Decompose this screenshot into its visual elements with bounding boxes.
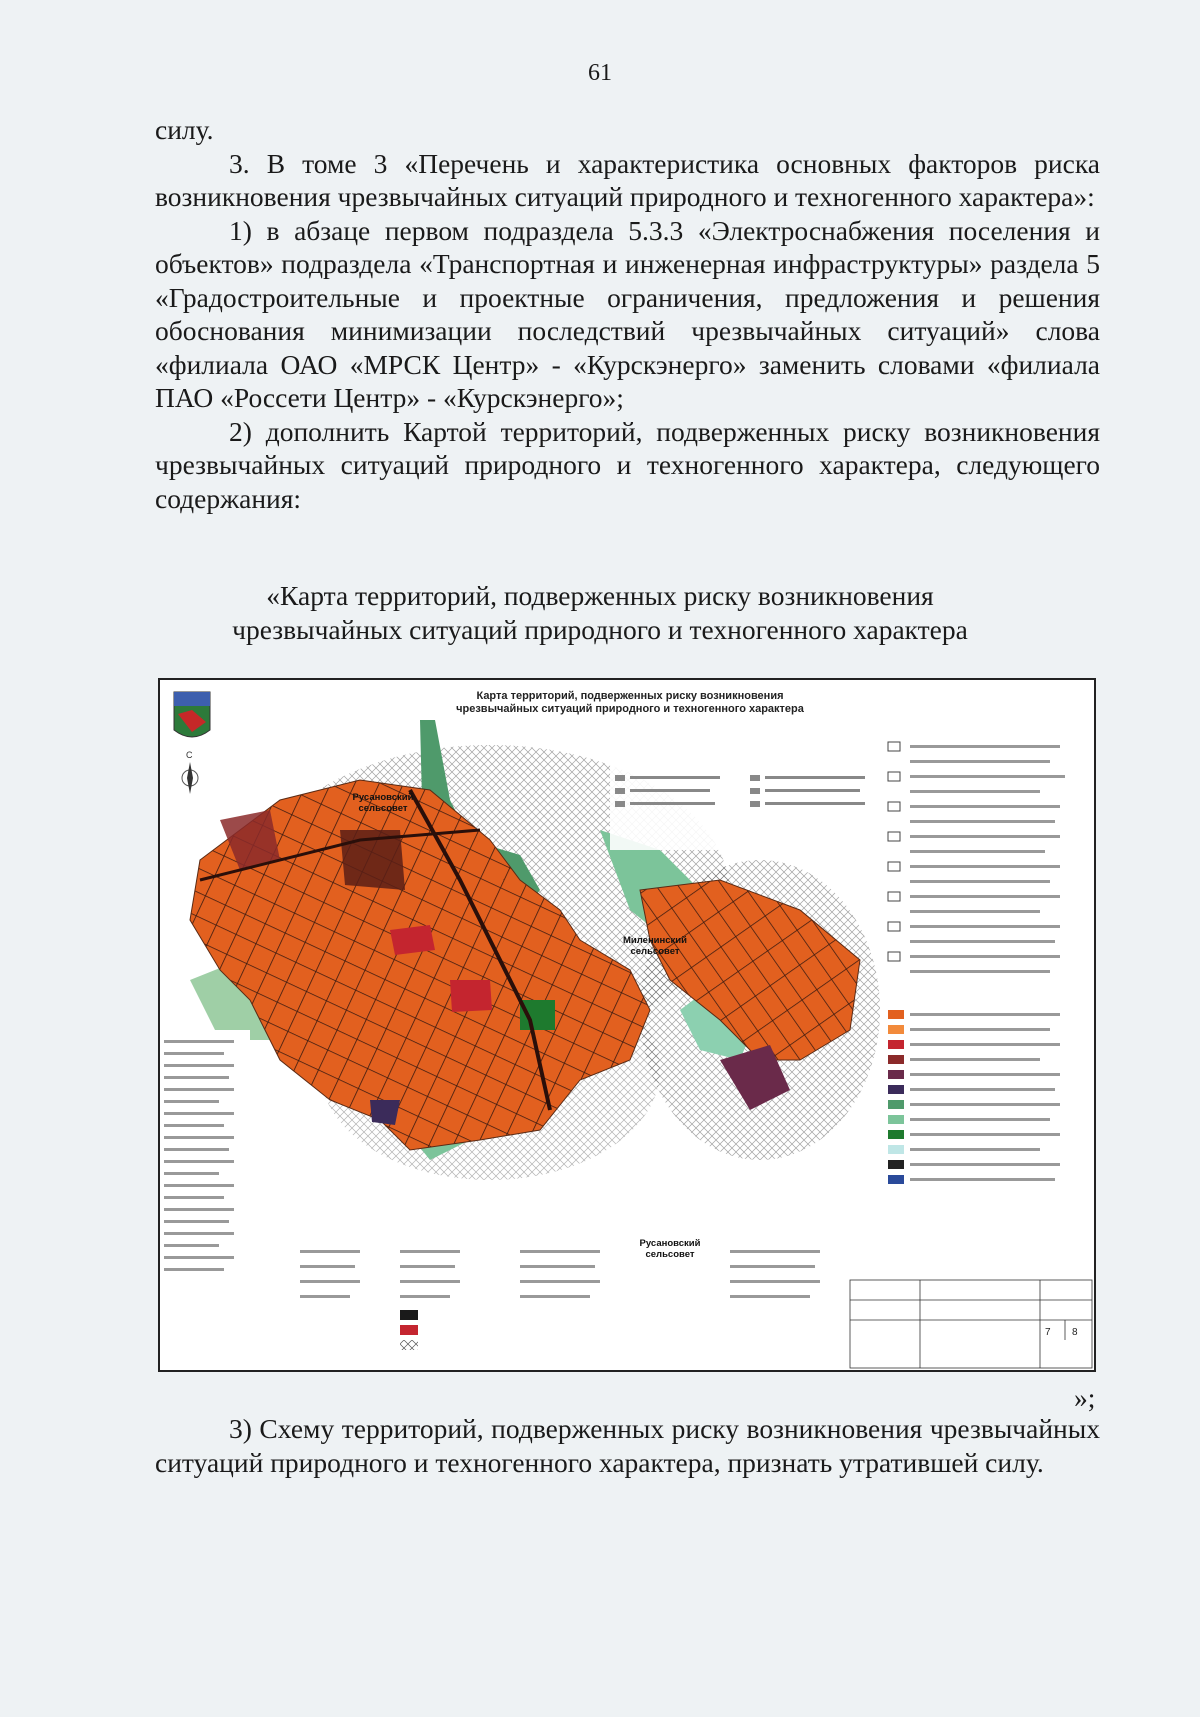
sheets-total: 8 [1072, 1327, 1078, 1338]
svg-text:С: С [186, 750, 193, 760]
legend-right [880, 735, 1090, 1235]
coat-of-arms-icon [174, 692, 210, 737]
risk-map-image [158, 678, 1096, 1372]
legend-left [160, 1030, 250, 1300]
subitem-3: 3) Схему территорий, подверженных риску возникновения чрезвычайных ситуаций природного и техногенного характера, признать утратившей силу. [155, 1413, 1100, 1478]
map-caption [0, 579, 1200, 646]
map-title-line-2: чрезвычайных ситуаций природного и техногенного характера [456, 703, 804, 715]
intro-line: силу. [155, 114, 214, 145]
map-title-line-1: Карта территорий, подверженных риску возникновения [476, 690, 784, 702]
map-title [390, 690, 870, 716]
body-text [155, 113, 1100, 515]
label-rusanovsky-top: Русановский сельсовет [352, 792, 414, 814]
subitem-3-block [155, 1412, 1100, 1479]
subitem-1: 1) в абзаце первом подраздела 5.3.3 «Электроснабжения поселения и объектов» подраздела «Транспортная и инженерная инфраструктуры» раздела 5 «Градостроительные и проектные ограничения, предложения и решения обоснования минимизации последствий чрезвычайных ситуаций» слова «филиала ОАО «МРСК Центр» - «Курскэнерго» заменить словами «филиала ПАО «Россети Центр» - «Курскэнерго»; [155, 214, 1100, 413]
item-3: 3. В томе 3 «Перечень и характеристика основных факторов риска возникновения чрезвычайных ситуаций природного и техногенного характера»: [155, 147, 1100, 212]
label-rusanovsky-bottom: Русановский сельсовет [639, 1238, 701, 1260]
label-milenino: Миленинский сельсовет [623, 935, 687, 957]
legend-bottom [250, 1235, 850, 1365]
page-number: 61 [588, 60, 612, 86]
legend-top [610, 765, 880, 850]
caption-line-1: «Карта территорий, подверженных риску возникновения [266, 580, 934, 611]
compass-icon [182, 750, 198, 794]
title-block-stamp [850, 1280, 1092, 1368]
caption-line-2: чрезвычайных ситуаций природного и техногенного характера [232, 613, 968, 645]
sheet-number: 7 [1045, 1327, 1051, 1338]
subitem-2: 2) дополнить Картой территорий, подверженных риску возникновения чрезвычайных ситуаций природного и техногенного характера, следующего содержания: [155, 415, 1100, 514]
closing-quote: »; [1074, 1382, 1096, 1413]
